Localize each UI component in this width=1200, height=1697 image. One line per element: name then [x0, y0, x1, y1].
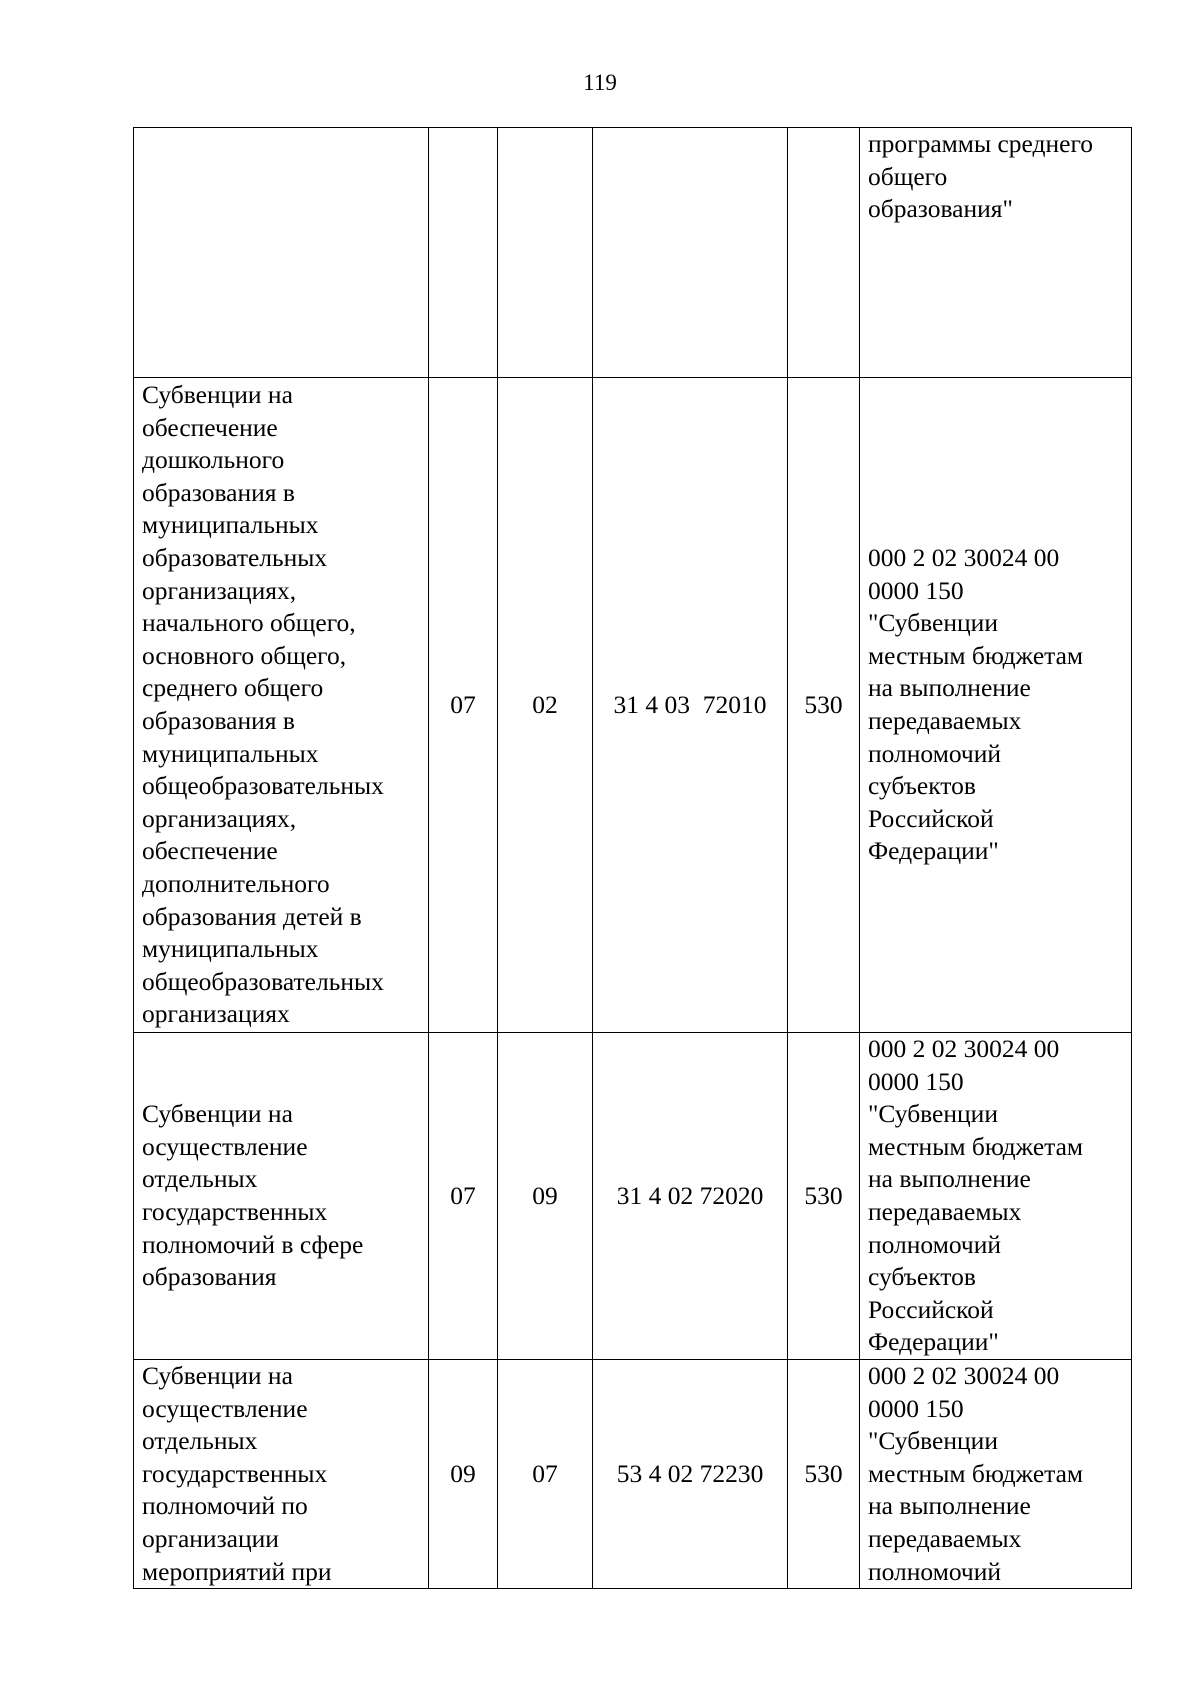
section-cell: 09 [429, 1360, 498, 1589]
expense-type-cell: 530 [788, 378, 860, 1033]
description-cell [134, 128, 429, 378]
budget-table [133, 127, 1132, 1589]
target-article-cell: 31 4 03 72010 [593, 378, 788, 1033]
subsection-cell: 02 [498, 378, 593, 1033]
revenue-code-cell: программы среднего общего образования" [860, 128, 1132, 378]
page-number: 119 [583, 70, 617, 95]
revenue-code-cell: 000 2 02 30024 00 0000 150 "Субвенции местным бюджетам на выполнение передаваемых полномочий субъектов Российской Федерации" [860, 378, 1132, 1033]
subsection-cell: 07 [498, 1360, 593, 1589]
subsection-cell: 09 [498, 1033, 593, 1360]
description-cell: Субвенции на осуществление отдельных государственных полномочий в сфере образования [134, 1033, 429, 1360]
target-article-cell: 53 4 02 72230 [593, 1360, 788, 1589]
description-cell: Субвенции на обеспечение дошкольного образования в муниципальных образовательных организациях, начального общего, основного общего, среднего общего образования в муниципальных общеобразовательных организациях, обеспечение дополнительного образования детей в муниципальных общеобразовательных организациях [134, 378, 429, 1033]
table-row [134, 1033, 1132, 1360]
expense-type-cell: 530 [788, 1033, 860, 1360]
expense-type-cell: 530 [788, 1360, 860, 1589]
table-row [134, 128, 1132, 378]
table-row [134, 1360, 1132, 1589]
target-article-cell: 31 4 02 72020 [593, 1033, 788, 1360]
description-cell: Субвенции на осуществление отдельных государственных полномочий по организации мероприятий при [134, 1360, 429, 1589]
section-cell [429, 128, 498, 378]
expense-type-cell [788, 128, 860, 378]
table-row [134, 378, 1132, 1033]
subsection-cell [498, 128, 593, 378]
revenue-code-cell: 000 2 02 30024 00 0000 150 "Субвенции местным бюджетам на выполнение передаваемых полномочий субъектов Российской Федерации" [860, 1033, 1132, 1360]
section-cell: 07 [429, 378, 498, 1033]
target-article-cell [593, 128, 788, 378]
section-cell: 07 [429, 1033, 498, 1360]
revenue-code-cell: 000 2 02 30024 00 0000 150 "Субвенции местным бюджетам на выполнение передаваемых полномочий [860, 1360, 1132, 1589]
